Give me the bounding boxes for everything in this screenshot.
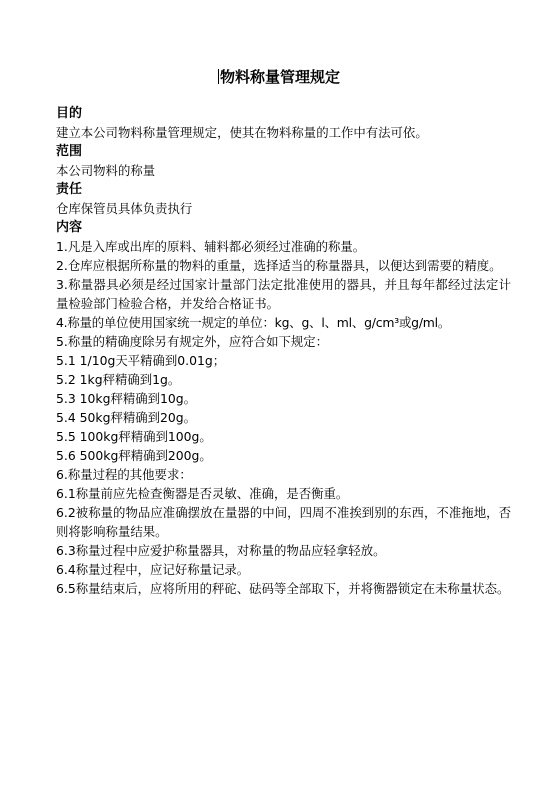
content-item-5-3: 5.3 10kg秤精确到10g。: [56, 391, 197, 406]
content-item-5-1: 5.1 1/10g天平精确到0.01g；: [56, 353, 226, 368]
content-item-6-2: 6.2被称量的物品应准确摆放在量器的中间，四周不准挨到别的东西，不准拖地，否则将影响称量结果。: [56, 505, 511, 539]
content-item-6-1: 6.1称量前应先检查衡器是否灵敏、准确，是否衡重。: [56, 486, 349, 501]
content-item-5-6: 5.6 500kg秤精确到200g。: [56, 448, 212, 463]
section-heading-responsibility: 责任: [56, 182, 83, 197]
content-item-5: 5.称量的精确度除另有规定外，应符合如下规定：: [56, 334, 329, 349]
document-title: [0, 67, 558, 87]
section-text-purpose: 建立本公司物料称量管理规定，使其在物料称量的工作中有法可依。: [56, 125, 428, 140]
section-heading-content: 内容: [56, 220, 83, 235]
text-cursor: [218, 69, 219, 84]
content-item-6-5: 6.5称量结束后，应将所用的秤砣、砝码等全部取下，并将衡器锁定在未称量状态。: [56, 581, 510, 596]
content-item-6: 6.称量过程的其他要求：: [56, 467, 192, 482]
document-body: [56, 104, 511, 598]
section-text-scope: 本公司物料的称量: [56, 163, 156, 178]
content-item-2: 2.仓库应根据所称量的物料的重量，选择适当的称量器具，以便达到需要的精度。: [56, 258, 502, 273]
section-heading-scope: 范围: [56, 144, 83, 159]
content-item-5-4: 5.4 50kg秤精确到20g。: [56, 410, 197, 425]
content-item-6-3: 6.3称量过程中应爱护称量器具，对称量的物品应轻拿轻放。: [56, 543, 386, 558]
section-heading-purpose: 目的: [56, 106, 83, 121]
content-item-5-5: 5.5 100kg秤精确到100g。: [56, 429, 212, 444]
content-item-5-2: 5.2 1kg秤精确到1g。: [56, 372, 181, 387]
content-item-3: 3.称量器具必须是经过国家计量部门法定批准使用的器具，并且每年都经过法定计量检验部门检验合格，并发给合格证书。: [56, 277, 511, 311]
content-item-1: 1.凡是入库或出库的原料、辅料都必须经过准确的称量。: [56, 239, 366, 254]
content-item-4: 4.称量的单位使用国家统一规定的单位：kg、g、l、ml、g/cm³或g/ml。: [56, 315, 451, 330]
document-title-text: 物料称量管理规定: [219, 68, 340, 86]
section-text-responsibility: 仓库保管员具体负责执行: [56, 201, 193, 216]
content-item-6-4: 6.4称量过程中，应记好称量记录。: [56, 562, 250, 577]
